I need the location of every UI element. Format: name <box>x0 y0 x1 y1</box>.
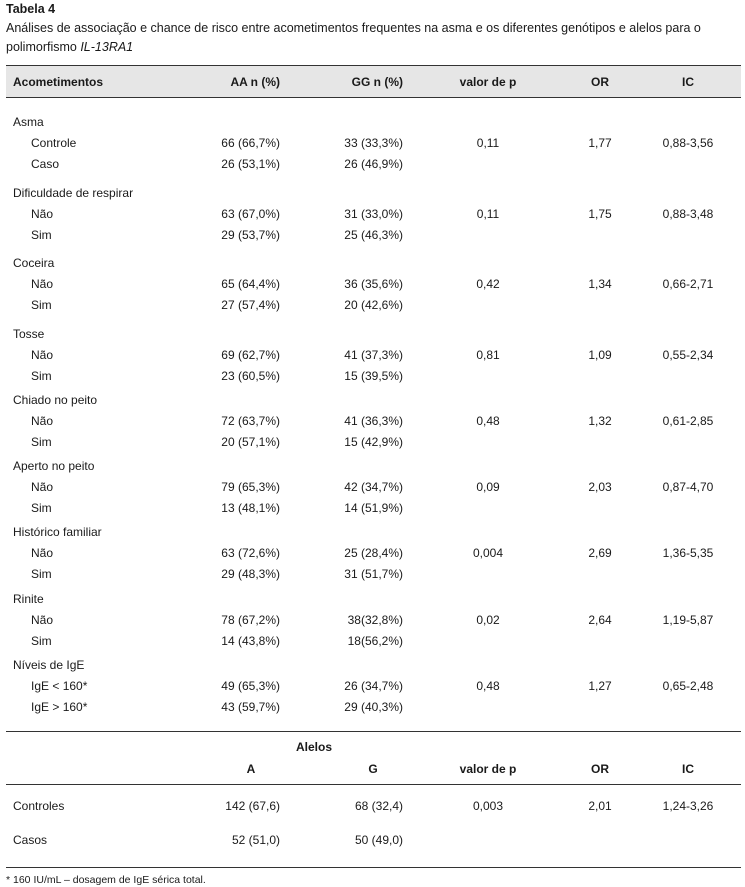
group-label: Aperto no peito <box>13 459 95 473</box>
ic-value: 0,88-3,56 <box>662 136 714 150</box>
p-value: 0,11 <box>476 207 500 221</box>
header-p-value: valor de p <box>459 75 517 89</box>
aa-value: 14 (43,8%) <box>221 634 280 648</box>
p-value: 0,004 <box>472 546 504 560</box>
row-label: Não <box>31 348 54 362</box>
group-label: Dificuldade de respirar <box>13 186 134 200</box>
aa-value: 79 (65,3%) <box>221 480 280 494</box>
row-label: IgE > 160* <box>31 700 88 714</box>
p-value: 0,48 <box>476 414 500 428</box>
group-label: Tosse <box>13 327 45 341</box>
aa-value: 43 (59,7%) <box>221 700 280 714</box>
header-ic: IC <box>682 75 694 89</box>
caption-text: Análises de associação e chance de risco entre acometimentos frequentes na asma e os diferentes genótipos e alelos para o polimorfismo <box>6 21 701 54</box>
or-value: 1,77 <box>588 136 612 150</box>
row-label: Sim <box>31 228 52 242</box>
allele-header-ic: IC <box>682 762 694 776</box>
row-label: Sim <box>31 501 52 515</box>
row-label: Não <box>31 207 54 221</box>
row-label: Não <box>31 613 54 627</box>
allele-a-value: 52 (51,0) <box>231 833 280 847</box>
row-label: Caso <box>31 157 60 171</box>
group-label: Níveis de IgE <box>13 658 85 672</box>
row-label: IgE < 160* <box>31 679 88 693</box>
row-label: Não <box>31 277 54 291</box>
allele-ic-value: 1,24-3,26 <box>662 799 714 813</box>
gg-value: 41 (36,3%) <box>344 414 403 428</box>
allele-g-value: 68 (32,4) <box>354 799 403 813</box>
ic-value: 1,19-5,87 <box>662 613 714 627</box>
aa-value: 65 (64,4%) <box>221 277 280 291</box>
or-value: 2,03 <box>588 480 612 494</box>
ic-value: 0,66-2,71 <box>662 277 714 291</box>
or-value: 1,09 <box>588 348 612 362</box>
header-acometimentos: Acometimentos <box>13 75 104 89</box>
gg-value: 26 (34,7%) <box>344 679 403 693</box>
group-label: Coceira <box>13 256 55 270</box>
row-label: Sim <box>31 567 52 581</box>
aa-value: 23 (60,5%) <box>221 369 280 383</box>
rule-bottom <box>6 867 741 868</box>
footnote: * 160 IU/mL – dosagem de IgE sérica total. <box>6 874 206 886</box>
or-value: 2,69 <box>588 546 612 560</box>
ic-value: 0,61-2,85 <box>662 414 714 428</box>
ic-value: 1,36-5,35 <box>662 546 714 560</box>
group-label: Asma <box>13 115 44 129</box>
ic-value: 0,55-2,34 <box>662 348 714 362</box>
gg-value: 15 (39,5%) <box>344 369 403 383</box>
ic-value: 0,65-2,48 <box>662 679 714 693</box>
or-value: 1,75 <box>588 207 612 221</box>
gg-value: 25 (46,3%) <box>344 228 403 242</box>
group-label: Chiado no peito <box>13 393 98 407</box>
allele-header-a: A <box>246 762 256 776</box>
p-value: 0,02 <box>476 613 500 627</box>
gg-value: 31 (33,0%) <box>344 207 403 221</box>
ic-value: 0,87-4,70 <box>662 480 714 494</box>
group-label: Rinite <box>13 592 44 606</box>
gg-value: 31 (51,7%) <box>344 567 403 581</box>
allele-header-or: OR <box>591 762 609 776</box>
allele-header-p-value: valor de p <box>459 762 517 776</box>
aa-value: 69 (62,7%) <box>221 348 280 362</box>
group-label: Histórico familiar <box>13 525 102 539</box>
aa-value: 66 (66,7%) <box>221 136 280 150</box>
gg-value: 20 (42,6%) <box>344 298 403 312</box>
gg-value: 26 (46,9%) <box>344 157 403 171</box>
header-gg: GG n (%) <box>351 75 403 89</box>
allele-p-value: 0,003 <box>472 799 504 813</box>
p-value: 0,48 <box>476 679 500 693</box>
aa-value: 63 (72,6%) <box>221 546 280 560</box>
or-value: 1,32 <box>588 414 612 428</box>
alleles-title: Alelos <box>296 740 333 754</box>
allele-row-label: Controles <box>13 799 65 813</box>
gg-value: 38(32,8%) <box>347 613 403 627</box>
header-aa: AA n (%) <box>230 75 280 89</box>
table-caption <box>6 19 742 57</box>
or-value: 1,27 <box>588 679 612 693</box>
aa-value: 29 (48,3%) <box>221 567 280 581</box>
rule-alleles-header <box>6 784 741 785</box>
gg-value: 33 (33,3%) <box>344 136 403 150</box>
gg-value: 18(56,2%) <box>347 634 403 648</box>
rule-header-bottom <box>6 97 741 98</box>
aa-value: 49 (65,3%) <box>221 679 280 693</box>
p-value: 0,09 <box>476 480 500 494</box>
aa-value: 63 (67,0%) <box>221 207 280 221</box>
p-value: 0,81 <box>476 348 500 362</box>
allele-header-g: G <box>368 762 378 776</box>
header-or: OR <box>591 75 609 89</box>
ic-value: 0,88-3,48 <box>662 207 714 221</box>
aa-value: 13 (48,1%) <box>221 501 280 515</box>
gg-value: 14 (51,9%) <box>344 501 403 515</box>
gg-value: 41 (37,3%) <box>344 348 403 362</box>
caption-gene: IL-13RA1 <box>80 40 134 54</box>
aa-value: 78 (67,2%) <box>221 613 280 627</box>
row-label: Controle <box>31 136 77 150</box>
p-value: 0,42 <box>476 277 500 291</box>
aa-value: 72 (63,7%) <box>221 414 280 428</box>
gg-value: 25 (28,4%) <box>344 546 403 560</box>
allele-row-label: Casos <box>13 833 48 847</box>
p-value: 0,11 <box>476 136 500 150</box>
aa-value: 26 (53,1%) <box>221 157 280 171</box>
aa-value: 29 (53,7%) <box>221 228 280 242</box>
row-label: Não <box>31 480 54 494</box>
row-label: Não <box>31 546 54 560</box>
gg-value: 15 (42,9%) <box>344 435 403 449</box>
row-label: Sim <box>31 369 52 383</box>
rule-mid <box>6 731 741 732</box>
table-label: Tabela 4 <box>6 2 56 16</box>
gg-value: 36 (35,6%) <box>344 277 403 291</box>
gg-value: 29 (40,3%) <box>344 700 403 714</box>
row-label: Sim <box>31 298 52 312</box>
or-value: 1,34 <box>588 277 612 291</box>
row-label: Sim <box>31 634 52 648</box>
row-label: Não <box>31 414 54 428</box>
allele-a-value: 142 (67,6) <box>225 799 280 813</box>
row-label: Sim <box>31 435 52 449</box>
allele-g-value: 50 (49,0) <box>354 833 403 847</box>
gg-value: 42 (34,7%) <box>344 480 403 494</box>
aa-value: 27 (57,4%) <box>221 298 280 312</box>
aa-value: 20 (57,1%) <box>221 435 280 449</box>
or-value: 2,64 <box>588 613 612 627</box>
allele-or-value: 2,01 <box>588 799 612 813</box>
